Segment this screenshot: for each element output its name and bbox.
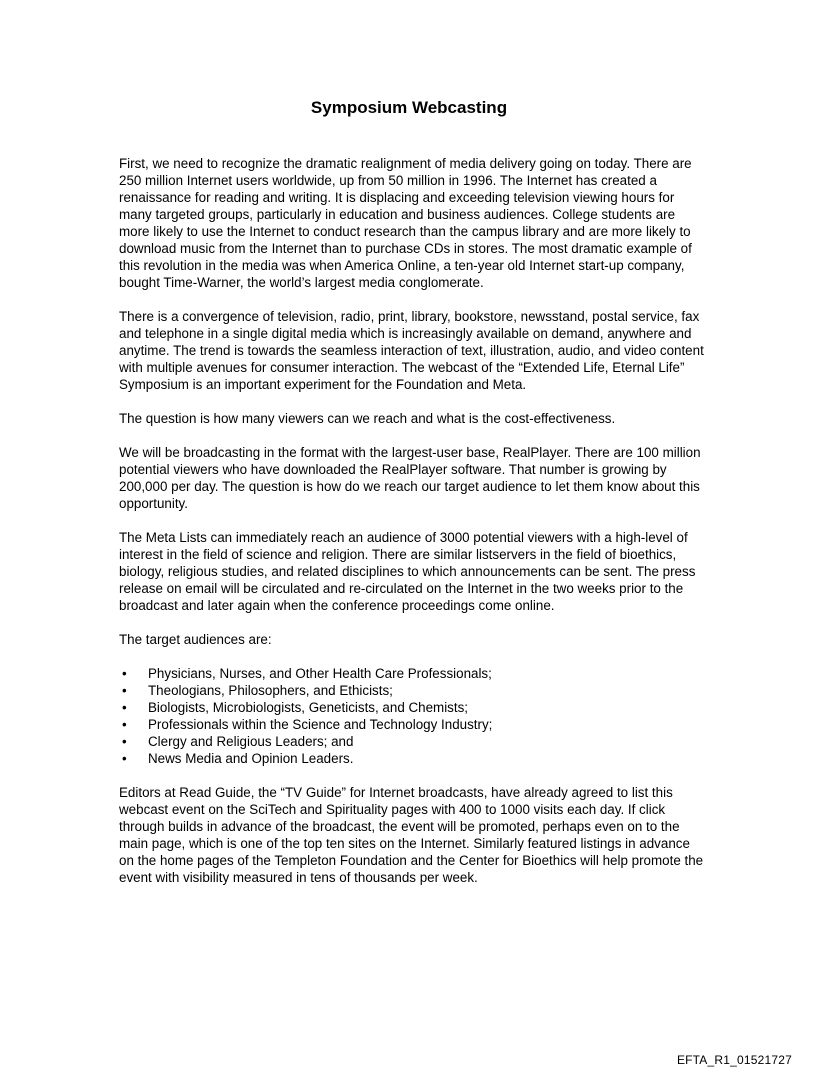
list-item-text: Clergy and Religious Leaders; and xyxy=(148,734,354,749)
document-body xyxy=(119,155,704,903)
document-id-footer: EFTA_R1_01521727 xyxy=(676,1053,792,1067)
paragraph-target-audiences-intro: The target audiences are: xyxy=(119,632,272,647)
paragraph-realplayer: We will be broadcasting in the format with the largest-user base, RealPlayer. There are 100 million potential viewers who have downloaded the RealPlayer software. That number is growing by 200,000 per day. The question is how do we reach our target audience to let them know about this opportunity. xyxy=(119,445,701,511)
list-item xyxy=(119,716,704,733)
paragraph-meta-lists: The Meta Lists can immediately reach an audience of 3000 potential viewers with a high-level of interest in the field of science and religion. There are similar listservers in the field of bioethics, biology, religious studies, and related disciplines to which announcements can be sent. The press release on email will be circulated and re-circulated on the Internet in the two weeks prior to the broadcast and later again when the conference proceedings come online. xyxy=(119,530,696,613)
paragraph-media-realignment: First, we need to recognize the dramatic realignment of media delivery going on today. There are 250 million Internet users worldwide, up from 50 million in 1996. The Internet has created a renaissance for reading and writing. It is displacing and exceeding television viewing hours for many targeted groups, particularly in education and business audiences. College students are more likely to use the Internet to conduct research than the campus library and are more likely to download music from the Internet than to purchase CDs in stores. The most dramatic example of this revolution in the media was when America Online, a ten-year old Internet start-up company, bought Time-Warner, the world’s largest media conglomerate. xyxy=(119,156,692,290)
list-item xyxy=(119,750,704,767)
bullet-icon: • xyxy=(122,717,127,732)
list-item-text: Biologists, Microbiologists, Geneticists, and Chemists; xyxy=(148,700,469,715)
paragraph-media-convergence: There is a convergence of television, radio, print, library, bookstore, newsstand, postal service, fax and telephone in a single digital media which is increasingly available on demand, anywhere and anytime. The trend is towards the seamless interaction of text, illustration, audio, and video content with multiple avenues for consumer interaction. The webcast of the “Extended Life, Eternal Life” Symposium is an important experiment for the Foundation and Meta. xyxy=(119,309,704,392)
list-item xyxy=(119,682,704,699)
bullet-icon: • xyxy=(122,734,127,749)
document-title: Symposium Webcasting xyxy=(310,98,508,117)
paragraph-viewer-question: The question is how many viewers can we reach and what is the cost-effectiveness. xyxy=(119,411,616,426)
list-item-text: News Media and Opinion Leaders. xyxy=(148,751,354,766)
paragraph-read-guide: Editors at Read Guide, the “TV Guide” for Internet broadcasts, have already agreed to list this webcast event on the SciTech and Spirituality pages with 400 to 1000 visits each day. If click through builds in advance of the broadcast, the event will be promoted, perhaps even on to the main page, which is one of the top ten sites on the Internet. Similarly featured listings in advance on the home pages of the Templeton Foundation and the Center for Bioethics will help promote the event with visibility measured in tens of thousands per week. xyxy=(119,785,704,885)
bullet-icon: • xyxy=(122,683,127,698)
target-audience-list xyxy=(119,665,704,767)
bullet-icon: • xyxy=(122,666,127,681)
list-item xyxy=(119,733,704,750)
list-item-text: Theologians, Philosophers, and Ethicists; xyxy=(148,683,393,698)
list-item xyxy=(119,699,704,716)
bullet-icon: • xyxy=(122,700,127,715)
list-item-text: Professionals within the Science and Technology Industry; xyxy=(148,717,493,732)
bullet-icon: • xyxy=(122,751,127,766)
list-item xyxy=(119,665,704,682)
list-item-text: Physicians, Nurses, and Other Health Care Professionals; xyxy=(148,666,492,681)
